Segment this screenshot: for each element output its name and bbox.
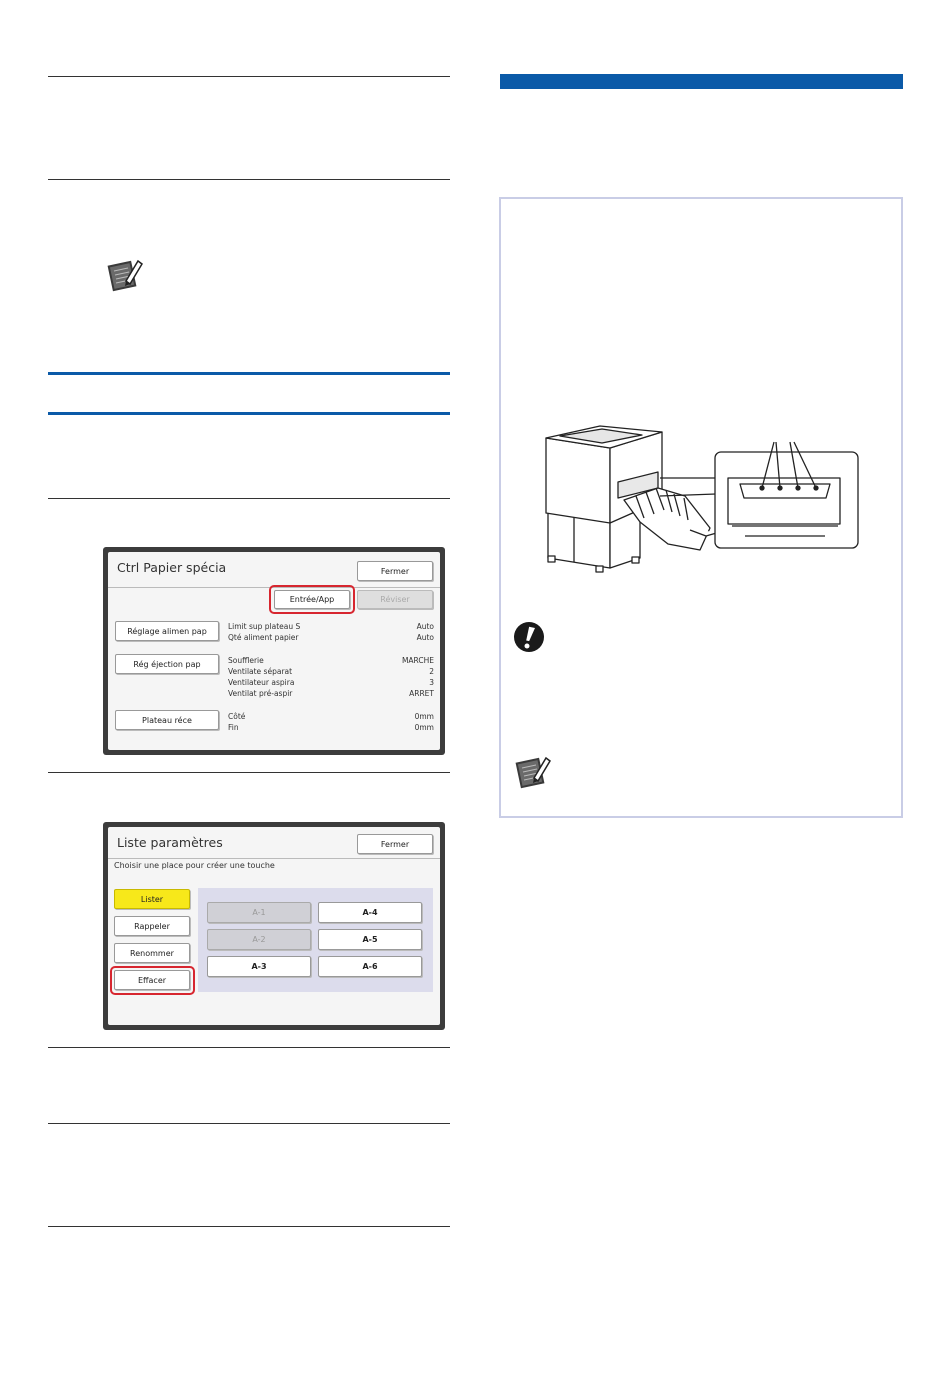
close-button[interactable]: Fermer: [357, 834, 433, 854]
section-rule: [48, 1047, 450, 1048]
register-button[interactable]: Lister: [114, 889, 190, 909]
slot-button[interactable]: A-6: [318, 956, 422, 977]
setting-label: Fin: [228, 723, 239, 732]
setting-value: 0mm: [414, 723, 434, 732]
slot-button[interactable]: A-5: [318, 929, 422, 950]
setting-label: Ventilat pré-aspir: [228, 689, 293, 698]
section-rule: [48, 498, 450, 499]
instruction-text: Choisir une place pour créer une touche: [114, 861, 275, 870]
setting-value: 2: [429, 667, 434, 676]
delete-button[interactable]: Effacer: [114, 970, 190, 990]
rename-button[interactable]: Renommer: [114, 943, 190, 963]
memo-pencil-icon: [104, 255, 144, 295]
review-button[interactable]: Réviser: [357, 590, 433, 609]
special-paper-control-screen: [103, 547, 445, 755]
section-rule: [48, 1123, 450, 1124]
memo-pencil-icon: [512, 752, 552, 792]
slot-button[interactable]: A-3: [207, 956, 311, 977]
exclamation-icon: [513, 621, 545, 653]
section-header-rule: [48, 372, 450, 375]
setting-label: Limit sup plateau S: [228, 622, 301, 631]
settings-list-screen: [103, 822, 445, 1030]
screen-title: Liste paramètres: [117, 835, 223, 850]
setting-value: Auto: [416, 622, 434, 631]
section-rule: [48, 179, 450, 180]
setting-label: Côté: [228, 712, 246, 721]
divider: [108, 858, 440, 859]
entry-button[interactable]: Entrée/App: [274, 590, 350, 609]
setting-value: Auto: [416, 633, 434, 642]
setting-value: 3: [429, 678, 434, 687]
paper-ejection-adjust-button[interactable]: Rég éjection pap: [115, 654, 219, 674]
receiving-tray-button[interactable]: Plateau réce: [115, 710, 219, 730]
printer-illustration: [540, 418, 860, 588]
section-rule: [48, 1226, 450, 1227]
screen-title: Ctrl Papier spécia: [117, 560, 227, 575]
setting-label: Soufflerie: [228, 656, 264, 665]
section-header-rule: [48, 412, 450, 415]
setting-value: 0mm: [414, 712, 434, 721]
setting-label: Ventilate séparat: [228, 667, 293, 676]
slot-button[interactable]: A-1: [207, 902, 311, 923]
setting-label: Qté aliment papier: [228, 633, 299, 642]
recall-button[interactable]: Rappeler: [114, 916, 190, 936]
setting-value: ARRET: [409, 689, 434, 698]
section-header-bar: [500, 74, 903, 89]
paper-feed-adjust-button[interactable]: Réglage alimen pap: [115, 621, 219, 641]
slot-button[interactable]: A-4: [318, 902, 422, 923]
setting-value: MARCHE: [401, 656, 434, 665]
slot-button[interactable]: A-2: [207, 929, 311, 950]
setting-label: Ventilateur aspira: [228, 678, 295, 687]
section-rule: [48, 76, 450, 77]
section-rule: [48, 772, 450, 773]
close-button[interactable]: Fermer: [357, 561, 433, 581]
